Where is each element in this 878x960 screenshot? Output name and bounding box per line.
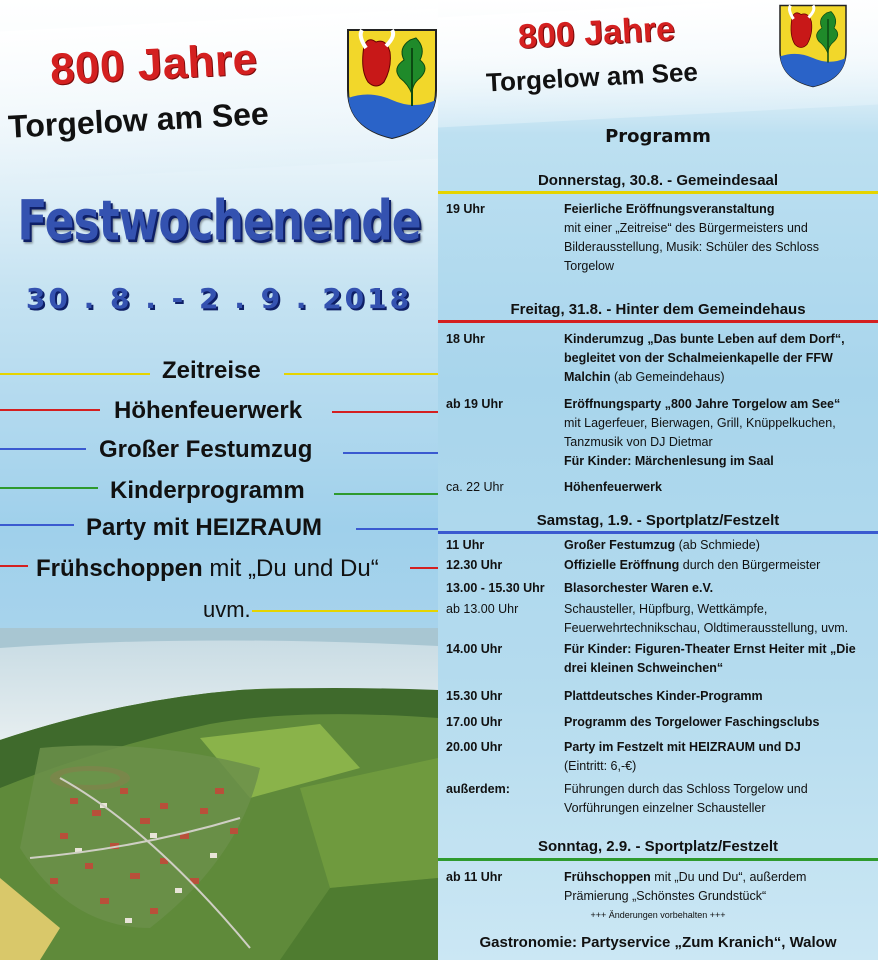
day-divider [438,320,878,323]
festival-dates: 30 . 8 . - 2 . 9 . 2018 [25,282,413,315]
day-heading-saturday: Samstag, 1.9. - Sportplatz/Festzelt [536,512,780,529]
day-heading-sunday: Sonntag, 2.9. - Sportplatz/Festzelt [537,838,779,855]
festival-title: Festwochenende [17,189,421,254]
coat-of-arms-icon [346,28,438,140]
gastronomy-info: Gastronomie: Partyservice „Zum Kranich“, Walow [479,934,837,951]
highlight-fruehschoppen: Frühschoppen mit „Du und Du“ [0,555,438,593]
highlight-party: Party mit HEIZRAUM [0,514,438,552]
highlight-hoehenfeuerwerk: Höhenfeuerwerk [0,397,438,435]
changes-note: +++ Änderungen vorbehalten +++ [590,910,726,920]
program-title: Programm [605,126,711,147]
day-divider [438,191,878,194]
title-town: Torgelow am See [7,95,270,145]
highlight-festumzug: Großer Festumzug [0,436,438,474]
highlight-kinderprogramm: Kinderprogramm [0,477,438,515]
day-heading-thursday: Donnerstag, 30.8. - Gemeindesaal [537,172,779,189]
highlight-zeitreise: Zeitreise [0,357,438,395]
day-heading-friday: Freitag, 31.8. - Hinter dem Gemeindehaus [510,301,806,318]
title-town: Torgelow am See [485,56,699,98]
title-years: 800 Jahre [517,9,676,57]
flyer-front: 800 Jahre Torgelow am See Festwochenende 30 . 8 . - 2 . 9 . 2018 Zeitreise Höhenfeuerwerk Großer Festumzug Kinderprogramm Party mit HEIZRAUM Frühschoppen mit „Du und Du“ uvm. [0,0,438,960]
aerial-village-photo [0,628,438,960]
day-divider [438,531,878,534]
day-divider [438,858,878,861]
flyer-program: 800 Jahre Torgelow am See Programm Donnerstag, 30.8. - Gemeindesaal 19 Uhr Feierliche Eröffnungsveranstaltung mit einer „Zeitreise“ des Bürgermeisters und Bilderausstellung, Musik: Schüler des Schloss Torgelow Freitag, 31.8. - Hinter dem Gemeindehaus 18 Uhr Kinderumzug „Das bunte Leben auf dem Dorf“, begleitet von der Schalmeienkapelle der FFW Malchin (ab Gemeindehaus) ab 19 Uhr Eröffnungsparty „800 Jahre Torgelow am See“ mit Lagerfeuer, Bierwagen, Grill, Knüppelkuchen, Tanzmusik von DJ Dietmar Für Kinder: Märchenlesung im Saal ca. 22 Uhr Höhenfeuerwerk Samstag, 1.9. - Sportplatz/Festzelt 11 Uhr Großer Festumzug (ab Schmiede) 12.30 Uhr Offizielle Eröffnung durch den Bürgermeister 13.00 - 15.30 Uhr Blasorchester Waren e.V. ab 13.00 Uhr Schausteller, Hüpfburg, Wettkämpfe, Feuerwehrtechnikschau, Oldtimerausstellung, uvm. 14.00 Uhr Für Kinder: Figuren-Theater Ernst Heiter mit „Die drei kleinen Schweinchen“ 15.30 Uhr Plattdeutsches Kinder-Programm 17.00 Uhr Programm des Torgelower Faschingsclubs 20.00 Uhr Party im Festzelt mit HEIZRAUM und DJ (Eintritt: 6,-€) außerdem: Führungen durch das Schloss Torgelow und Vorführungen einzelner Schausteller Sonntag, 2.9. - Sportplatz/Festzelt ab 11 Uhr Frühschoppen mit „Du und Du“, außerdem Prämierung „Schönstes Grundstück“ +++ Änderungen vorbehalten +++ Gastronomie: Partyservice „Zum Kranich“, Walow [438,0,878,960]
coat-of-arms-icon [778,4,848,88]
title-years: 800 Jahre [48,34,259,95]
